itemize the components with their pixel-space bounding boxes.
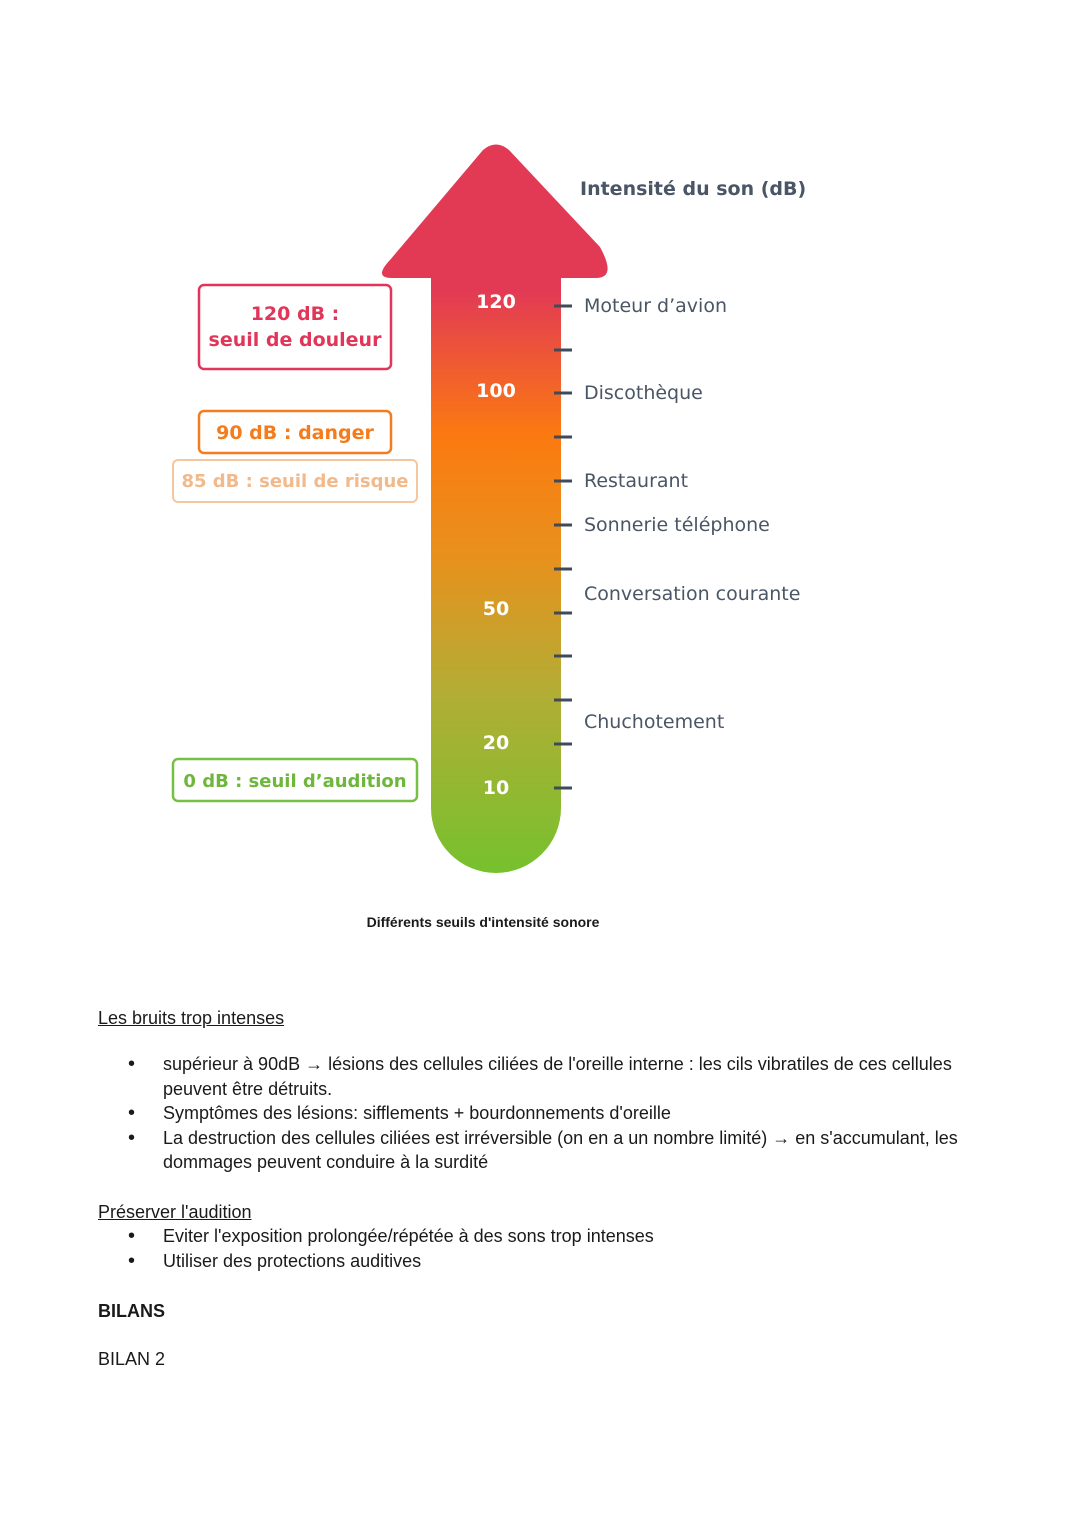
threshold-pain-box [199, 285, 391, 369]
source-label-whisper: Chuchotement [584, 711, 725, 733]
threshold-hearing-label: 0 dB : seuil d’audition [183, 771, 407, 792]
list-item: • supérieur à 90dB → lésions des cellules ciliées de l'oreille interne : les cils vibratiles de ces cellules peuvent être détruits. [98, 1052, 998, 1101]
source-label-plane-engine: Moteur d’avion [584, 295, 727, 317]
diagram-caption: Différents seuils d'intensité sonore [366, 914, 600, 930]
scale-label-100: 100 [476, 380, 516, 402]
bilans-heading: BILANS [98, 1301, 165, 1321]
scale-label-50: 50 [482, 598, 510, 620]
list-item: • Eviter l'exposition prolongée/répétée à des sons trop intenses [98, 1224, 998, 1249]
scale-label-20: 20 [482, 732, 510, 754]
threshold-risk-label: 85 dB : seuil de risque [181, 471, 409, 492]
scale-label-10: 10 [482, 777, 510, 799]
threshold-risk-box [173, 460, 417, 502]
source-label-restaurant: Restaurant [584, 470, 689, 492]
threshold-pain-line2: seuil de douleur [208, 329, 382, 351]
scale-label-120: 120 [476, 291, 516, 313]
source-label-conversation: Conversation courante [584, 583, 801, 605]
list-item: • Symptômes des lésions: sifflements + bourdonnements d'oreille [98, 1101, 998, 1126]
list-item: • Utiliser des protections auditives [98, 1249, 998, 1274]
source-label-phone-ring: Sonnerie téléphone [584, 514, 770, 536]
section-loud-noises [98, 1008, 998, 1175]
threshold-hearing-box [173, 759, 417, 801]
section-preserve-hearing [98, 1202, 998, 1273]
threshold-pain-line1: 120 dB : [250, 303, 340, 325]
list-item: • La destruction des cellules ciliées est irréversible (on en a un nombre limité) → en s'accumulant, les dommages peuvent conduire à la surdité [98, 1126, 998, 1175]
bilan-2-heading: BILAN 2 [98, 1349, 166, 1369]
section-title: Les bruits trop intenses [98, 1008, 285, 1028]
threshold-danger-box [199, 411, 391, 453]
source-labels [584, 295, 800, 733]
preserve-hearing-list [98, 1224, 998, 1273]
loud-noises-list [98, 1052, 998, 1175]
threshold-danger-label: 90 dB : danger [216, 422, 374, 444]
section-title: Préserver l'audition [98, 1202, 252, 1222]
axis-title: Intensité du son (dB) [580, 178, 807, 200]
source-label-nightclub: Discothèque [584, 382, 703, 404]
